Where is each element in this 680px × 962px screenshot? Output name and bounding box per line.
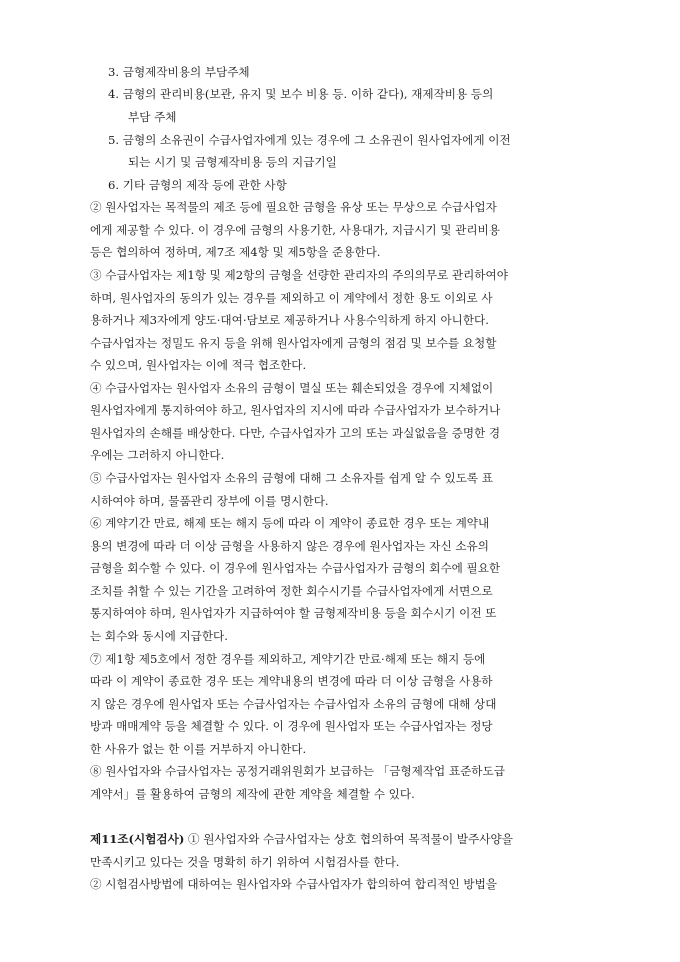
text-line: ⑤ 수급사업자는 원사업자 소유의 금형에 대해 그 소유자를 쉽게 알 수 있도록 표 <box>90 471 494 485</box>
text-line: 하며, 원사업자의 동의가 있는 경우를 제외하고 이 계약에서 정한 용도 이외로 사 <box>90 291 493 305</box>
article-11-first-line <box>90 832 513 846</box>
list-item-5: 5. 금형의 소유권이 수급사업자에게 있는 경우에 그 소유권이 원사업자에게 이전 <box>108 133 511 147</box>
text-line: 는 회수와 동시에 지급한다. <box>90 629 228 643</box>
text-line: 등은 협의하여 정하며, 제7조 제4항 및 제5항을 준용한다. <box>90 245 381 259</box>
text-line: 따라 이 계약이 종료한 경우 또는 계약내용의 변경에 따라 더 이상 금형을 사용하 <box>90 674 493 688</box>
text-line: 용하거나 제3자에게 양도·대여·담보로 제공하거나 사용수익하게 하지 아니한다. <box>90 313 489 327</box>
text-line: 만족시키고 있다는 것을 명확히 하기 위하여 시험검사를 한다. <box>90 855 400 869</box>
text-line: ② 시험검사방법에 대하여는 원사업자와 수급사업자가 합의하여 합리적인 방법을 <box>90 877 497 891</box>
list-item-3: 3. 금형제작비용의 부담주체 <box>108 65 250 79</box>
text-line: 우에는 그러하지 아니한다. <box>90 448 225 462</box>
text-line: ⑥ 계약기간 만료, 해제 또는 해지 등에 따라 이 계약이 종료한 경우 또는 계약내 <box>90 516 490 530</box>
text-line: 시하여야 하며, 물품관리 장부에 이를 명시한다. <box>90 494 329 508</box>
text-line: 지 않은 경우에 원사업자 또는 수급사업자는 수급사업자 소유의 금형에 대해 상대 <box>90 697 497 711</box>
article-11-clause-1-start: ① 원사업자와 수급사업자는 상호 협의하여 목적물이 발주사양을 <box>184 832 513 846</box>
list-item-6: 6. 기타 금형의 제작 등에 관한 사항 <box>108 178 287 192</box>
text-line: 원사업자에게 통지하여야 하고, 원사업자의 지시에 따라 수급사업자가 보수하거나 <box>90 403 501 417</box>
article-11-heading: 제11조(시험검사) <box>90 832 185 846</box>
text-line: 계약서」를 활용하여 금형의 제작에 관한 계약을 체결할 수 있다. <box>90 787 415 801</box>
text-line: ⑧ 원사업자와 수급사업자는 공정거래위원회가 보급하는 「금형제작업 표준하도급 <box>90 764 505 778</box>
text-line: 원사업자의 손해를 배상한다. 다만, 수급사업자가 고의 또는 과실없음을 증명한 경 <box>90 426 501 440</box>
list-item-4: 4. 금형의 관리비용(보관, 유지 및 보수 비용 등. 이하 같다), 재제작비용 등의 <box>108 87 494 101</box>
text-line: 금형을 회수할 수 있다. 이 경우에 원사업자는 수급사업자가 금형의 회수에 필요한 <box>90 561 501 575</box>
text-line: ③ 수급사업자는 제1항 및 제2항의 금형을 선량한 관리자의 주의의무로 관리하여야 <box>90 268 508 282</box>
text-line: 수급사업자는 정밀도 유지 등을 위해 원사업자에게 금형의 점검 및 보수를 요청할 <box>90 336 497 350</box>
text-line: 용의 변경에 따라 더 이상 금형을 사용하지 않은 경우에 원사업자는 자신 소유의 <box>90 539 489 553</box>
text-line: 수 있으며, 원사업자는 이에 적극 협조한다. <box>90 358 307 372</box>
text-line: ② 원사업자는 목적물의 제조 등에 필요한 금형을 유상 또는 무상으로 수급사업자 <box>90 200 497 214</box>
text-line: ⑦ 제1항 제5호에서 정한 경우를 제외하고, 계약기간 만료·해제 또는 해지 등에 <box>90 652 486 666</box>
text-line: 한 사유가 없는 한 이를 거부하지 아니한다. <box>90 742 307 756</box>
text-line: 조치를 취할 수 있는 기간을 고려하여 정한 회수시기를 수급사업자에게 서면으로 <box>90 584 493 598</box>
text-line: 에게 제공할 수 있다. 이 경우에 금형의 사용기한, 사용대가, 지급시기 및 관리비용 <box>90 223 500 237</box>
list-item-4-continued: 부담 주체 <box>128 110 177 124</box>
list-item-5-continued: 되는 시기 및 금형제작비용 등의 지급기일 <box>128 155 337 169</box>
text-line: ④ 수급사업자는 원사업자 소유의 금형이 멸실 또는 훼손되었을 경우에 지체없이 <box>90 381 494 395</box>
text-line: 통지하여야 하며, 원사업자가 지급하여야 할 금형제작비용 등을 회수시기 이전 또 <box>90 606 497 620</box>
text-line: 방과 매매계약 등을 체결할 수 있다. 이 경우에 원사업자 또는 수급사업자는 정당 <box>90 719 493 733</box>
